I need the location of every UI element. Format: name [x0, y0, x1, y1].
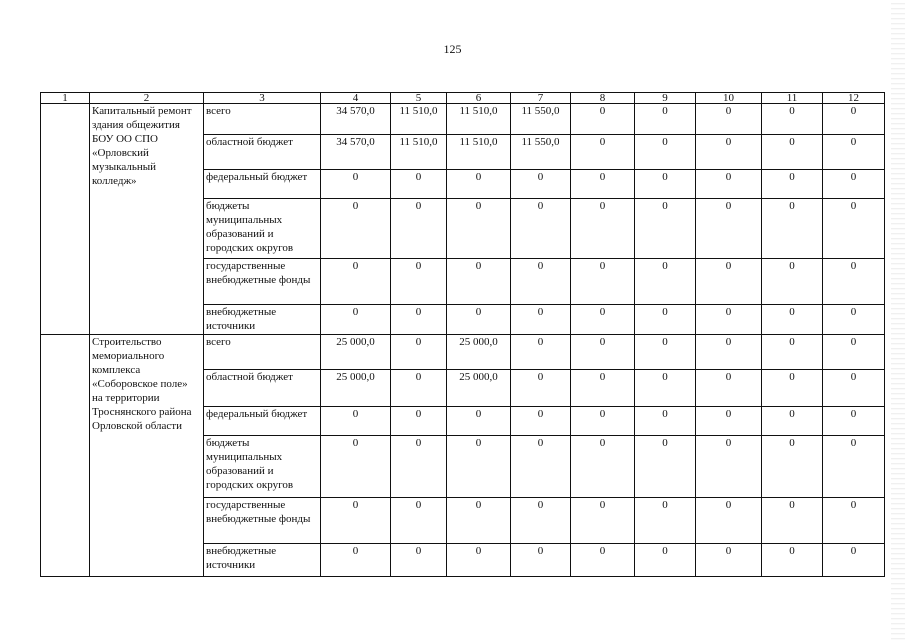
value-cell-col-8: 0	[571, 436, 635, 498]
value-cell-col-8: 0	[571, 544, 635, 577]
value-cell-col-12: 0	[823, 305, 885, 335]
value-cell-col-6: 11 510,0	[447, 135, 511, 170]
funding-source-cell: внебюджетные источники	[204, 544, 321, 577]
value-cell-col-4: 34 570,0	[321, 104, 391, 135]
value-cell-col-12: 0	[823, 199, 885, 259]
value-cell-col-8: 0	[571, 104, 635, 135]
value-cell-col-5: 0	[391, 370, 447, 407]
value-cell-col-7: 11 550,0	[511, 135, 571, 170]
value-cell-col-6: 0	[447, 407, 511, 436]
value-cell-col-5: 0	[391, 407, 447, 436]
value-cell-col-11: 0	[762, 305, 823, 335]
value-cell-col-6: 0	[447, 170, 511, 199]
value-cell-col-7: 0	[511, 544, 571, 577]
value-cell-col-8: 0	[571, 498, 635, 544]
value-cell-col-9: 0	[635, 407, 696, 436]
funding-source-cell: областной бюджет	[204, 370, 321, 407]
value-cell-col-11: 0	[762, 259, 823, 305]
column-header-11: 11	[762, 93, 823, 104]
value-cell-col-10: 0	[696, 135, 762, 170]
budget-table	[40, 92, 885, 577]
value-cell-col-5: 0	[391, 199, 447, 259]
value-cell-col-12: 0	[823, 259, 885, 305]
table-row	[41, 104, 885, 135]
value-cell-col-8: 0	[571, 199, 635, 259]
column-header-1: 1	[41, 93, 90, 104]
value-cell-col-10: 0	[696, 498, 762, 544]
column-header-6: 6	[447, 93, 511, 104]
value-cell-col-6: 0	[447, 544, 511, 577]
value-cell-col-9: 0	[635, 498, 696, 544]
value-cell-col-5: 0	[391, 498, 447, 544]
value-cell-col-4: 0	[321, 305, 391, 335]
value-cell-col-9: 0	[635, 135, 696, 170]
value-cell-col-4: 0	[321, 199, 391, 259]
funding-source-cell: областной бюджет	[204, 135, 321, 170]
funding-source-cell: всего	[204, 104, 321, 135]
value-cell-col-11: 0	[762, 335, 823, 370]
value-cell-col-7: 0	[511, 407, 571, 436]
value-cell-col-8: 0	[571, 370, 635, 407]
value-cell-col-5: 11 510,0	[391, 104, 447, 135]
value-cell-col-12: 0	[823, 544, 885, 577]
value-cell-col-4: 25 000,0	[321, 335, 391, 370]
column-header-2: 2	[90, 93, 204, 104]
value-cell-col-11: 0	[762, 135, 823, 170]
value-cell-col-4: 25 000,0	[321, 370, 391, 407]
column-header-12: 12	[823, 93, 885, 104]
value-cell-col-10: 0	[696, 436, 762, 498]
value-cell-col-6: 0	[447, 199, 511, 259]
value-cell-col-4: 0	[321, 544, 391, 577]
value-cell-col-4: 0	[321, 407, 391, 436]
value-cell-col-11: 0	[762, 407, 823, 436]
value-cell-col-10: 0	[696, 370, 762, 407]
row-number-cell	[41, 335, 90, 577]
value-cell-col-10: 0	[696, 170, 762, 199]
value-cell-col-12: 0	[823, 370, 885, 407]
column-header-7: 7	[511, 93, 571, 104]
value-cell-col-6: 0	[447, 498, 511, 544]
value-cell-col-7: 0	[511, 259, 571, 305]
scan-edge-artifact	[891, 0, 905, 640]
column-header-5: 5	[391, 93, 447, 104]
funding-source-cell: бюджеты муниципальных образований и городских округов	[204, 436, 321, 498]
value-cell-col-9: 0	[635, 370, 696, 407]
value-cell-col-5: 0	[391, 170, 447, 199]
funding-source-cell: государственные внебюджетные фонды	[204, 498, 321, 544]
value-cell-col-10: 0	[696, 259, 762, 305]
project-name-cell: Строительство мемориального комплекса «Соборовское поле» на территории Троснянского района Орловской области	[90, 335, 204, 577]
value-cell-col-7: 0	[511, 370, 571, 407]
value-cell-col-12: 0	[823, 407, 885, 436]
value-cell-col-11: 0	[762, 498, 823, 544]
value-cell-col-4: 0	[321, 259, 391, 305]
value-cell-col-12: 0	[823, 335, 885, 370]
value-cell-col-5: 0	[391, 544, 447, 577]
value-cell-col-6: 0	[447, 259, 511, 305]
column-header-3: 3	[204, 93, 321, 104]
value-cell-col-5: 0	[391, 335, 447, 370]
funding-source-cell: государственные внебюджетные фонды	[204, 259, 321, 305]
value-cell-col-9: 0	[635, 170, 696, 199]
value-cell-col-4: 34 570,0	[321, 135, 391, 170]
value-cell-col-9: 0	[635, 305, 696, 335]
column-header-4: 4	[321, 93, 391, 104]
column-header-10: 10	[696, 93, 762, 104]
value-cell-col-5: 0	[391, 436, 447, 498]
value-cell-col-7: 0	[511, 199, 571, 259]
value-cell-col-9: 0	[635, 335, 696, 370]
value-cell-col-7: 0	[511, 498, 571, 544]
value-cell-col-7: 0	[511, 436, 571, 498]
value-cell-col-11: 0	[762, 436, 823, 498]
value-cell-col-4: 0	[321, 170, 391, 199]
page-number: 125	[443, 42, 462, 56]
row-number-cell	[41, 104, 90, 335]
table-row	[41, 335, 885, 370]
value-cell-col-11: 0	[762, 170, 823, 199]
value-cell-col-12: 0	[823, 436, 885, 498]
value-cell-col-11: 0	[762, 370, 823, 407]
header-row	[41, 93, 885, 104]
value-cell-col-6: 0	[447, 436, 511, 498]
value-cell-col-12: 0	[823, 104, 885, 135]
value-cell-col-7: 0	[511, 170, 571, 199]
value-cell-col-8: 0	[571, 335, 635, 370]
value-cell-col-11: 0	[762, 199, 823, 259]
value-cell-col-10: 0	[696, 305, 762, 335]
value-cell-col-6: 0	[447, 305, 511, 335]
value-cell-col-4: 0	[321, 436, 391, 498]
value-cell-col-5: 0	[391, 305, 447, 335]
value-cell-col-5: 11 510,0	[391, 135, 447, 170]
value-cell-col-6: 25 000,0	[447, 370, 511, 407]
value-cell-col-6: 11 510,0	[447, 104, 511, 135]
value-cell-col-12: 0	[823, 498, 885, 544]
value-cell-col-7: 0	[511, 335, 571, 370]
value-cell-col-9: 0	[635, 436, 696, 498]
value-cell-col-6: 25 000,0	[447, 335, 511, 370]
column-header-9: 9	[635, 93, 696, 104]
project-name-cell: Капитальный ремонт здания общежития БОУ ОО СПО «Орловский музыкальный колледж»	[90, 104, 204, 335]
funding-source-cell: федеральный бюджет	[204, 407, 321, 436]
funding-source-cell: внебюджетные источники	[204, 305, 321, 335]
value-cell-col-12: 0	[823, 170, 885, 199]
funding-source-cell: бюджеты муниципальных образований и городских округов	[204, 199, 321, 259]
column-header-8: 8	[571, 93, 635, 104]
value-cell-col-10: 0	[696, 544, 762, 577]
value-cell-col-8: 0	[571, 407, 635, 436]
value-cell-col-7: 11 550,0	[511, 104, 571, 135]
table-body	[41, 104, 885, 577]
funding-source-cell: всего	[204, 335, 321, 370]
value-cell-col-8: 0	[571, 259, 635, 305]
value-cell-col-12: 0	[823, 135, 885, 170]
value-cell-col-10: 0	[696, 104, 762, 135]
value-cell-col-10: 0	[696, 407, 762, 436]
value-cell-col-10: 0	[696, 335, 762, 370]
value-cell-col-8: 0	[571, 305, 635, 335]
value-cell-col-7: 0	[511, 305, 571, 335]
value-cell-col-11: 0	[762, 104, 823, 135]
funding-source-cell: федеральный бюджет	[204, 170, 321, 199]
value-cell-col-5: 0	[391, 259, 447, 305]
value-cell-col-9: 0	[635, 199, 696, 259]
value-cell-col-10: 0	[696, 199, 762, 259]
value-cell-col-8: 0	[571, 135, 635, 170]
value-cell-col-9: 0	[635, 104, 696, 135]
value-cell-col-8: 0	[571, 170, 635, 199]
value-cell-col-9: 0	[635, 259, 696, 305]
value-cell-col-9: 0	[635, 544, 696, 577]
value-cell-col-11: 0	[762, 544, 823, 577]
value-cell-col-4: 0	[321, 498, 391, 544]
